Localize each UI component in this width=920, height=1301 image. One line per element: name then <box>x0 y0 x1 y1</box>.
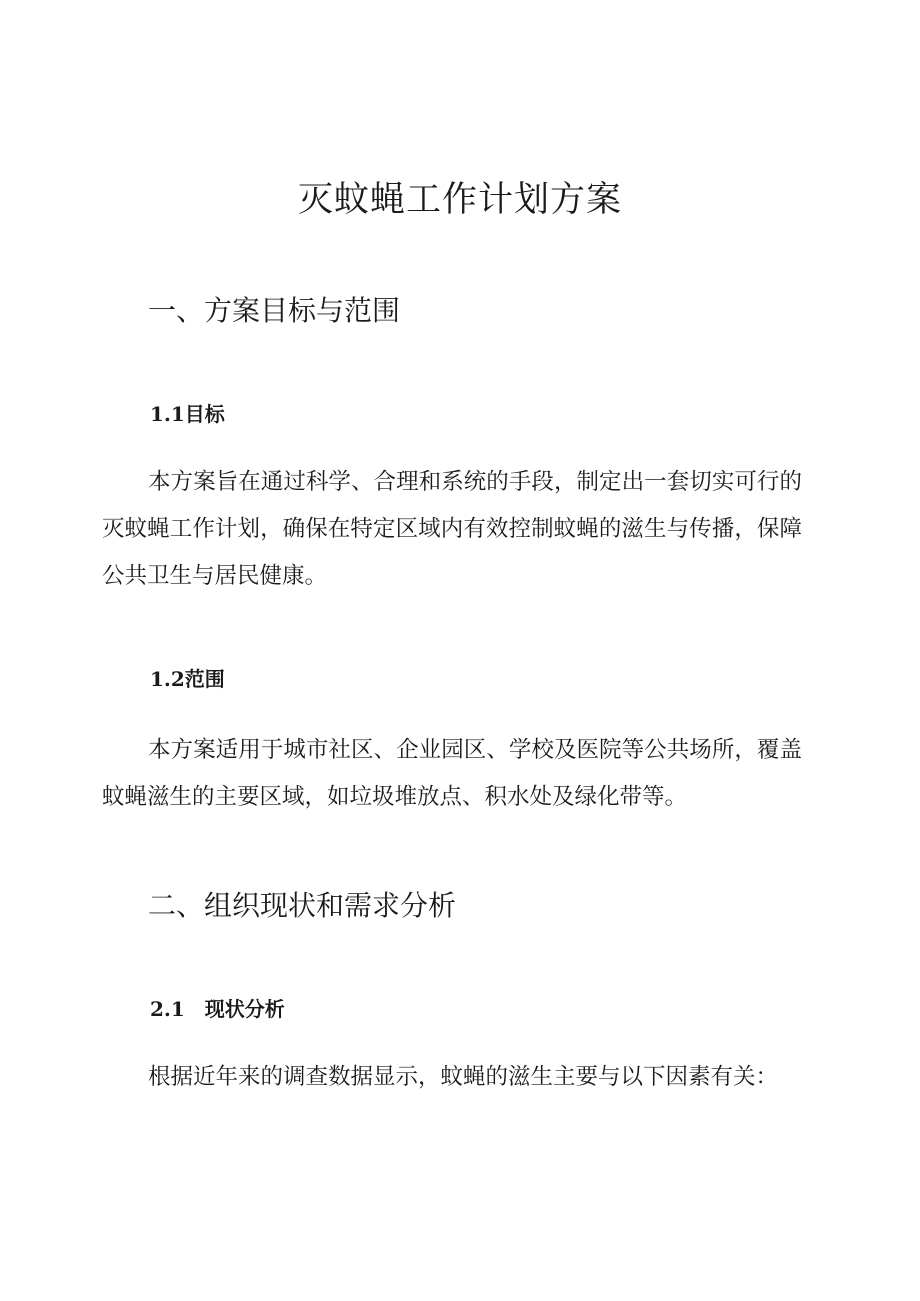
subsection-heading-1-2: 1.2范围 <box>150 667 225 691</box>
subsection-heading-1-1: 1.1目标 <box>150 402 225 426</box>
paragraph-status-analysis: 根据近年来的调查数据显示，蚊蝇的滋生主要与以下因素有关： <box>148 1064 779 1090</box>
section-heading-2: 二、组织现状和需求分析 <box>148 889 457 922</box>
paragraph-scope: 本方案适用于城市社区、企业园区、学校及医院等公共场所，覆盖蚊蝇滋生的主要区域，如垃圾堆放点、积水处及绿化带等。 <box>102 737 802 810</box>
document-title: 灭蚊蝇工作计划方案 <box>297 180 622 220</box>
paragraph-goal: 本方案旨在通过科学、合理和系统的手段，制定出一套切实可行的灭蚊蝇工作计划，确保在特定区域内有效控制蚊蝇的滋生与传播，保障公共卫生与居民健康。 <box>102 469 802 589</box>
section-heading-1: 一、方案目标与范围 <box>148 294 401 327</box>
subsection-heading-2-1: 2.1 现状分析 <box>150 997 285 1021</box>
